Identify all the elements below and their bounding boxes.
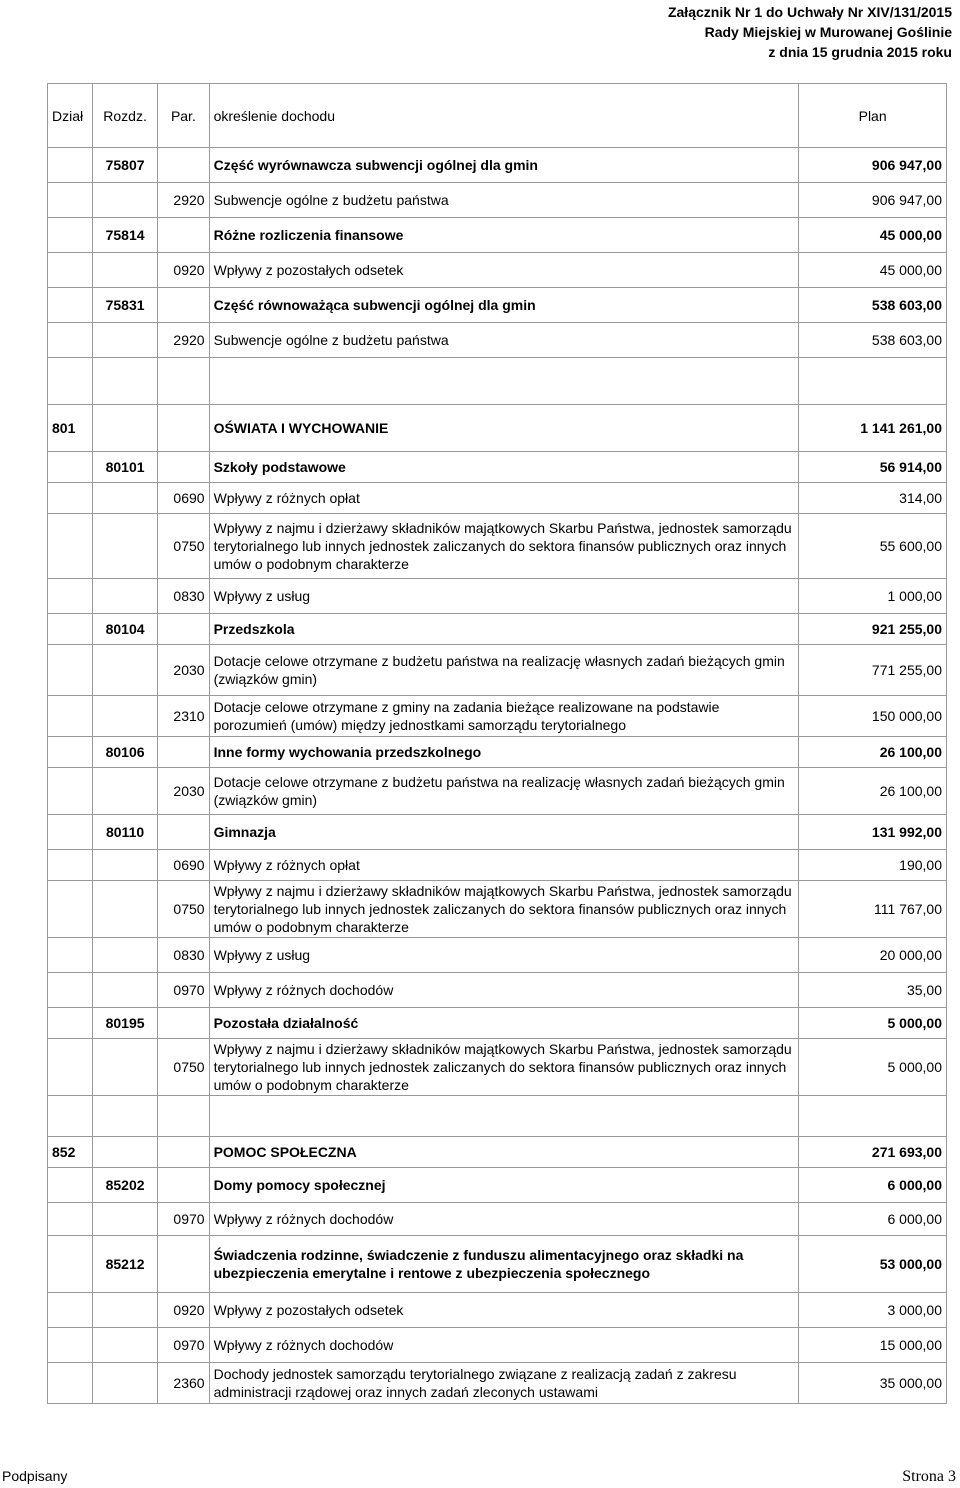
cell-par: 0920 xyxy=(158,253,209,288)
cell-par: 0690 xyxy=(158,483,209,514)
cell-description: Dochody jednostek samorządu terytorialnego związane z realizacją zadań z zakresu administracji rządowej oraz innych zadań zleconych ustawami xyxy=(209,1363,799,1404)
cell-rozdz: 80110 xyxy=(92,815,157,850)
cell-par: 2360 xyxy=(158,1363,209,1404)
cell-dzial xyxy=(48,1039,93,1096)
table-row xyxy=(48,452,947,483)
cell-plan: 1 141 261,00 xyxy=(799,405,947,452)
empty-cell xyxy=(48,358,93,405)
cell-dzial xyxy=(48,1008,93,1039)
cell-par: 2030 xyxy=(158,645,209,696)
cell-description: Dotacje celowe otrzymane z gminy na zadania bieżące realizowane na podstawie porozumień (umów) między jednostkami samorządu terytorialnego xyxy=(209,696,799,737)
empty-cell xyxy=(48,1096,93,1137)
cell-description: Wpływy z najmu i dzierżawy składników majątkowych Skarbu Państwa, jednostek samorządu terytorialnego lub innych jednostek zaliczanych do sektora finansów publicznych oraz innych umów o podobnym charakterze xyxy=(209,881,799,938)
cell-rozdz xyxy=(92,938,157,973)
table-row xyxy=(48,1039,947,1096)
cell-par xyxy=(158,1168,209,1203)
cell-plan: 6 000,00 xyxy=(799,1168,947,1203)
cell-description: Domy pomocy społecznej xyxy=(209,1168,799,1203)
cell-description: Wpływy z najmu i dzierżawy składników majątkowych Skarbu Państwa, jednostek samorządu terytorialnego lub innych jednostek zaliczanych do sektora finansów publicznych oraz innych umów o podobnym charakterze xyxy=(209,514,799,579)
cell-description: Wpływy z różnych dochodów xyxy=(209,1328,799,1363)
empty-cell xyxy=(158,1096,209,1137)
cell-dzial xyxy=(48,323,93,358)
table-row xyxy=(48,1293,947,1328)
cell-plan: 15 000,00 xyxy=(799,1328,947,1363)
cell-par: 0920 xyxy=(158,1293,209,1328)
cell-dzial xyxy=(48,737,93,768)
cell-description: Część wyrównawcza subwencji ogólnej dla gmin xyxy=(209,148,799,183)
cell-plan: 26 100,00 xyxy=(799,737,947,768)
cell-plan: 538 603,00 xyxy=(799,323,947,358)
cell-par xyxy=(158,288,209,323)
cell-par: 2920 xyxy=(158,183,209,218)
cell-plan: 3 000,00 xyxy=(799,1293,947,1328)
cell-plan: 1 000,00 xyxy=(799,579,947,614)
cell-description: Wpływy z pozostałych odsetek xyxy=(209,1293,799,1328)
empty-cell xyxy=(209,358,799,405)
cell-rozdz xyxy=(92,514,157,579)
cell-plan: 45 000,00 xyxy=(799,218,947,253)
cell-rozdz xyxy=(92,323,157,358)
cell-plan: 771 255,00 xyxy=(799,645,947,696)
cell-plan: 314,00 xyxy=(799,483,947,514)
cell-dzial xyxy=(48,815,93,850)
cell-rozdz: 80195 xyxy=(92,1008,157,1039)
cell-par xyxy=(158,614,209,645)
cell-plan: 271 693,00 xyxy=(799,1137,947,1168)
cell-par: 2310 xyxy=(158,696,209,737)
footer-page-number: Strona 3 xyxy=(902,1468,956,1485)
cell-rozdz xyxy=(92,579,157,614)
table-row xyxy=(48,514,947,579)
cell-dzial xyxy=(48,614,93,645)
cell-description: Subwencje ogólne z budżetu państwa xyxy=(209,323,799,358)
cell-description: Dotacje celowe otrzymane z budżetu państwa na realizację własnych zadań bieżących gmin (związków gmin) xyxy=(209,768,799,815)
table-row xyxy=(48,405,947,452)
empty-cell xyxy=(158,358,209,405)
cell-par xyxy=(158,815,209,850)
table-row xyxy=(48,1363,947,1404)
header-par: Par. xyxy=(158,84,209,148)
cell-rozdz: 80101 xyxy=(92,452,157,483)
cell-rozdz xyxy=(92,405,157,452)
cell-description: Część równoważąca subwencji ogólnej dla gmin xyxy=(209,288,799,323)
cell-dzial xyxy=(48,881,93,938)
cell-plan: 5 000,00 xyxy=(799,1008,947,1039)
cell-rozdz xyxy=(92,696,157,737)
cell-rozdz xyxy=(92,973,157,1008)
cell-description: OŚWIATA I WYCHOWANIE xyxy=(209,405,799,452)
cell-plan: 55 600,00 xyxy=(799,514,947,579)
cell-par: 0750 xyxy=(158,514,209,579)
cell-plan: 56 914,00 xyxy=(799,452,947,483)
cell-rozdz: 85212 xyxy=(92,1236,157,1293)
cell-description: Subwencje ogólne z budżetu państwa xyxy=(209,183,799,218)
cell-plan: 921 255,00 xyxy=(799,614,947,645)
cell-plan: 35,00 xyxy=(799,973,947,1008)
attachment-line-3: z dnia 15 grudnia 2015 roku xyxy=(768,44,952,60)
cell-par: 0970 xyxy=(158,1203,209,1236)
cell-rozdz xyxy=(92,881,157,938)
table-header-row xyxy=(48,84,947,148)
cell-rozdz: 75814 xyxy=(92,218,157,253)
cell-description: Szkoły podstawowe xyxy=(209,452,799,483)
cell-plan: 26 100,00 xyxy=(799,768,947,815)
empty-cell xyxy=(799,358,947,405)
attachment-line-1: Załącznik Nr 1 do Uchwały Nr XIV/131/2015 xyxy=(667,4,952,20)
table-row xyxy=(48,645,947,696)
section-spacer-row xyxy=(48,1096,947,1137)
cell-par xyxy=(158,452,209,483)
header-rozdz: Rozdz. xyxy=(92,84,157,148)
cell-description: Wpływy z różnych dochodów xyxy=(209,973,799,1008)
cell-par: 0970 xyxy=(158,973,209,1008)
cell-par xyxy=(158,1008,209,1039)
cell-dzial xyxy=(48,579,93,614)
cell-par xyxy=(158,737,209,768)
cell-plan: 111 767,00 xyxy=(799,881,947,938)
cell-description: POMOC SPOŁECZNA xyxy=(209,1137,799,1168)
header-description: określenie dochodu xyxy=(209,84,799,148)
cell-rozdz xyxy=(92,183,157,218)
cell-dzial xyxy=(48,452,93,483)
cell-description: Wpływy z usług xyxy=(209,579,799,614)
cell-par: 0750 xyxy=(158,1039,209,1096)
cell-description: Dotacje celowe otrzymane z budżetu państwa na realizację własnych zadań bieżących gmin (związków gmin) xyxy=(209,645,799,696)
cell-plan: 906 947,00 xyxy=(799,183,947,218)
cell-description: Wpływy z pozostałych odsetek xyxy=(209,253,799,288)
cell-dzial xyxy=(48,1168,93,1203)
cell-dzial xyxy=(48,483,93,514)
cell-par: 0750 xyxy=(158,881,209,938)
cell-par xyxy=(158,1137,209,1168)
table-row xyxy=(48,737,947,768)
cell-dzial xyxy=(48,1236,93,1293)
table-row xyxy=(48,218,947,253)
table-row xyxy=(48,850,947,881)
cell-plan: 45 000,00 xyxy=(799,253,947,288)
cell-description: Wpływy z najmu i dzierżawy składników majątkowych Skarbu Państwa, jednostek samorządu terytorialnego lub innych jednostek zaliczanych do sektora finansów publicznych oraz innych umów o podobnym charakterze xyxy=(209,1039,799,1096)
table-row xyxy=(48,815,947,850)
cell-dzial: 852 xyxy=(48,1137,93,1168)
table-row xyxy=(48,1328,947,1363)
cell-rozdz xyxy=(92,850,157,881)
cell-plan: 20 000,00 xyxy=(799,938,947,973)
cell-par xyxy=(158,218,209,253)
cell-par: 2920 xyxy=(158,323,209,358)
cell-dzial: 801 xyxy=(48,405,93,452)
cell-plan: 906 947,00 xyxy=(799,148,947,183)
cell-par xyxy=(158,405,209,452)
attachment-header xyxy=(668,2,952,62)
cell-dzial xyxy=(48,645,93,696)
table-row xyxy=(48,483,947,514)
cell-dzial xyxy=(48,183,93,218)
cell-description: Pozostała działalność xyxy=(209,1008,799,1039)
cell-plan: 53 000,00 xyxy=(799,1236,947,1293)
cell-rozdz xyxy=(92,483,157,514)
cell-description: Wpływy z usług xyxy=(209,938,799,973)
cell-dzial xyxy=(48,218,93,253)
cell-description: Wpływy z różnych dochodów xyxy=(209,1203,799,1236)
cell-rozdz: 75831 xyxy=(92,288,157,323)
cell-par: 2030 xyxy=(158,768,209,815)
cell-dzial xyxy=(48,148,93,183)
table-row xyxy=(48,1137,947,1168)
cell-rozdz xyxy=(92,1293,157,1328)
section-spacer-row xyxy=(48,358,947,405)
table-row xyxy=(48,183,947,218)
table-row xyxy=(48,614,947,645)
cell-plan: 5 000,00 xyxy=(799,1039,947,1096)
cell-par: 0690 xyxy=(158,850,209,881)
cell-par: 0970 xyxy=(158,1328,209,1363)
cell-description: Wpływy z różnych opłat xyxy=(209,483,799,514)
cell-plan: 35 000,00 xyxy=(799,1363,947,1404)
cell-rozdz xyxy=(92,768,157,815)
cell-rozdz xyxy=(92,1039,157,1096)
cell-rozdz xyxy=(92,253,157,288)
cell-rozdz xyxy=(92,1137,157,1168)
table-row xyxy=(48,1008,947,1039)
cell-description: Wpływy z różnych opłat xyxy=(209,850,799,881)
table-row xyxy=(48,768,947,815)
budget-income-table xyxy=(47,83,947,1404)
cell-rozdz xyxy=(92,1328,157,1363)
cell-par: 0830 xyxy=(158,579,209,614)
cell-rozdz: 75807 xyxy=(92,148,157,183)
cell-description: Inne formy wychowania przedszkolnego xyxy=(209,737,799,768)
empty-cell xyxy=(92,1096,157,1137)
table-row xyxy=(48,579,947,614)
table-row xyxy=(48,1203,947,1236)
cell-par: 0830 xyxy=(158,938,209,973)
empty-cell xyxy=(799,1096,947,1137)
cell-plan: 6 000,00 xyxy=(799,1203,947,1236)
cell-dzial xyxy=(48,973,93,1008)
cell-dzial xyxy=(48,1293,93,1328)
cell-description: Świadczenia rodzinne, świadczenie z funduszu alimentacyjnego oraz składki na ubezpieczenia emerytalne i rentowe z ubezpieczenia społecznego xyxy=(209,1236,799,1293)
table-row xyxy=(48,323,947,358)
cell-plan: 150 000,00 xyxy=(799,696,947,737)
attachment-line-2: Rady Miejskiej w Murowanej Goślinie xyxy=(704,24,952,40)
cell-dzial xyxy=(48,1203,93,1236)
table-row xyxy=(48,938,947,973)
table-row xyxy=(48,1236,947,1293)
cell-dzial xyxy=(48,938,93,973)
footer-signed-label: Podpisany xyxy=(2,1468,68,1484)
cell-dzial xyxy=(48,850,93,881)
cell-rozdz: 80106 xyxy=(92,737,157,768)
cell-plan: 131 992,00 xyxy=(799,815,947,850)
table-row xyxy=(48,148,947,183)
cell-dzial xyxy=(48,253,93,288)
cell-rozdz xyxy=(92,645,157,696)
header-dzial: Dział xyxy=(48,84,93,148)
cell-rozdz xyxy=(92,1363,157,1404)
table-row xyxy=(48,881,947,938)
cell-dzial xyxy=(48,514,93,579)
table-row xyxy=(48,973,947,1008)
cell-plan: 190,00 xyxy=(799,850,947,881)
cell-par xyxy=(158,1236,209,1293)
cell-dzial xyxy=(48,1328,93,1363)
cell-par xyxy=(158,148,209,183)
cell-plan: 538 603,00 xyxy=(799,288,947,323)
empty-cell xyxy=(92,358,157,405)
cell-dzial xyxy=(48,288,93,323)
table-row xyxy=(48,253,947,288)
cell-rozdz: 85202 xyxy=(92,1168,157,1203)
cell-description: Różne rozliczenia finansowe xyxy=(209,218,799,253)
budget-table-body xyxy=(48,84,947,1404)
cell-rozdz xyxy=(92,1203,157,1236)
cell-description: Przedszkola xyxy=(209,614,799,645)
table-row xyxy=(48,696,947,737)
header-plan: Plan xyxy=(799,84,947,148)
cell-dzial xyxy=(48,696,93,737)
cell-description: Gimnazja xyxy=(209,815,799,850)
cell-dzial xyxy=(48,768,93,815)
table-row xyxy=(48,288,947,323)
cell-dzial xyxy=(48,1363,93,1404)
empty-cell xyxy=(209,1096,799,1137)
cell-rozdz: 80104 xyxy=(92,614,157,645)
table-row xyxy=(48,1168,947,1203)
